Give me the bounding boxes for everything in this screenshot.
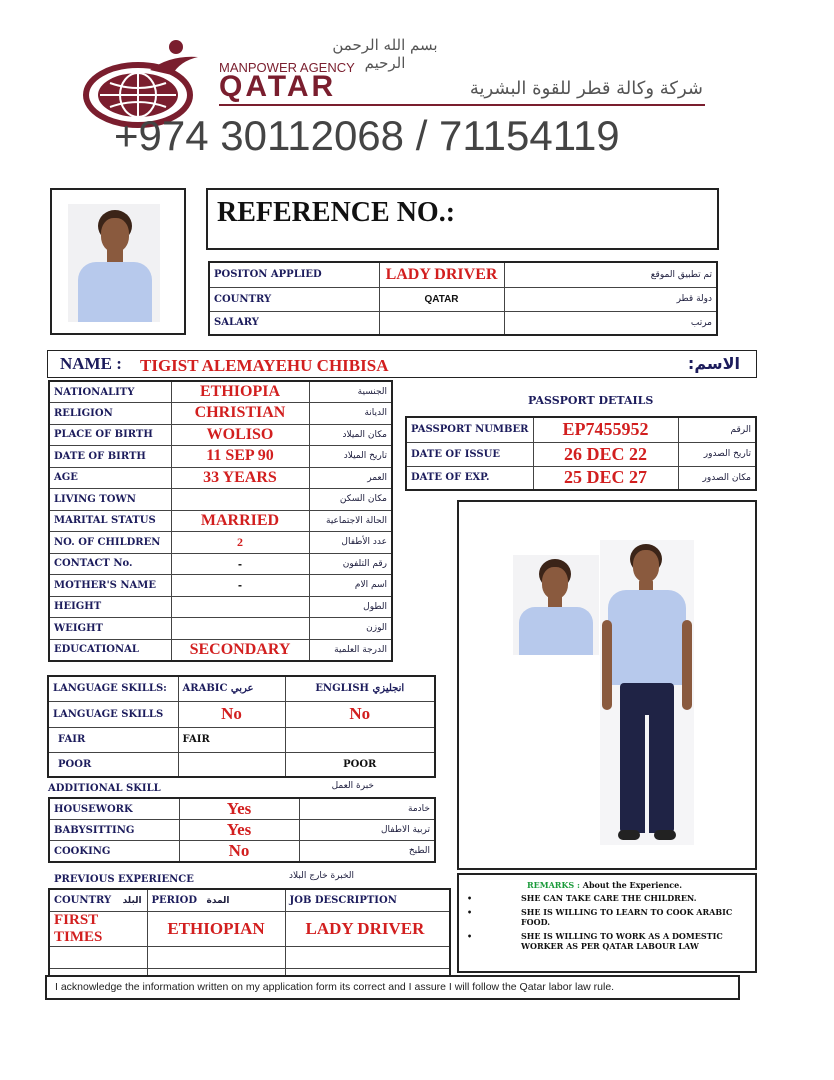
nationality-value: ETHIOPIA — [171, 381, 309, 403]
passport-number-value: EP7455952 — [533, 417, 678, 442]
experience-job-value: LADY DRIVER — [285, 911, 450, 946]
remarks-item: • SHE CAN TAKE CARE THE CHILDREN. — [467, 893, 697, 903]
mother-s-name-value: - — [171, 575, 309, 597]
country-label: COUNTRY — [209, 287, 379, 311]
educational-label: EDUCATIONAL — [49, 639, 171, 661]
date-of-birth-ar: تاريخ الميلاد — [309, 446, 392, 468]
salary-value — [379, 311, 504, 335]
personal-row — [49, 467, 392, 489]
skill-row — [49, 841, 435, 863]
marital-status-label: MARITAL STATUS — [49, 510, 171, 532]
language-english-value: No — [285, 701, 435, 727]
date-of-exp-ar: مكان الصدور — [678, 466, 756, 490]
full-body-photo — [600, 540, 694, 845]
mother-s-name-label: MOTHER'S NAME — [49, 575, 171, 597]
basmala: بسم الله الرحمن الرحيم — [332, 36, 438, 72]
age-ar: العمر — [309, 467, 392, 489]
mother-s-name-ar: اسم الام — [309, 575, 392, 597]
language-arabic-value: No — [178, 701, 285, 727]
salary-ar: مرتب — [504, 311, 717, 335]
experience-header-period-ar: المدة — [206, 895, 230, 906]
experience-header-country-en: COUNTRY — [54, 894, 112, 906]
skill-row — [49, 798, 435, 820]
language-fair-label: FAIR — [48, 727, 178, 752]
name-label: NAME : — [60, 354, 122, 373]
no-of-children-value: 2 — [171, 532, 309, 554]
weight-value — [171, 618, 309, 640]
skill-row — [49, 820, 435, 841]
passport-table — [405, 416, 757, 491]
position-applied-ar: تم تطبيق الموقع — [504, 262, 717, 287]
language-header-english: ENGLISH انجليزي — [285, 676, 435, 701]
nationality-ar: الجنسية — [309, 381, 392, 403]
date-of-issue-value: 26 DEC 22 — [533, 442, 678, 466]
experience-header-period-en: PERIOD — [151, 894, 198, 906]
reference-label: REFERENCE NO.: — [217, 197, 456, 228]
age-label: AGE — [49, 467, 171, 489]
skill-cooking-value: No — [179, 841, 299, 863]
portrait-photo — [68, 204, 160, 322]
date-of-birth-value: 11 SEP 90 — [171, 446, 309, 468]
name-value: TIGIST ALEMAYEHU CHIBISA — [140, 356, 389, 375]
language-table — [47, 675, 436, 778]
age-value: 33 YEARS — [171, 467, 309, 489]
acknowledgement-text: I acknowledge the information written on my application form its correct and I assure I will follow the Qatar labor law rule. — [55, 981, 615, 993]
date-of-exp-value: 25 DEC 27 — [533, 466, 678, 490]
religion-value: CHRISTIAN — [171, 403, 309, 425]
remarks-item: • SHE IS WILLING TO LEARN TO COOK ARABIC FOOD. — [467, 907, 733, 927]
remarks-item: • SHE IS WILLING TO WORK AS A DOMESTIC WORKER AS PER QATAR LABOUR LAW — [467, 931, 723, 951]
country-ar: دولة قطر — [504, 287, 717, 311]
personal-row — [49, 446, 392, 468]
skill-housework-ar: خادمة — [299, 798, 435, 820]
no-of-children-label: NO. OF CHILDREN — [49, 532, 171, 554]
remarks-title: REMARKS : — [527, 880, 580, 890]
date-of-issue-ar: تاريخ الصدور — [678, 442, 756, 466]
country-value: QATAR — [379, 287, 504, 311]
position-applied-label: POSITON APPLIED — [209, 262, 379, 287]
language-skills-label: LANGUAGE SKILLS — [48, 701, 178, 727]
language-header-label: LANGUAGE SKILLS: — [48, 676, 178, 701]
no-of-children-ar: عدد الأطفال — [309, 532, 392, 554]
personal-row — [49, 553, 392, 575]
position-applied-value: LADY DRIVER — [379, 262, 504, 287]
place-of-birth-ar: مكان الميلاد — [309, 424, 392, 446]
experience-country-value: FIRST TIMES — [49, 911, 147, 946]
weight-ar: الوزن — [309, 618, 392, 640]
experience-empty-cell — [285, 946, 450, 968]
contact-no-label: CONTACT No. — [49, 553, 171, 575]
personal-row — [49, 510, 392, 532]
living-town-label: LIVING TOWN — [49, 489, 171, 511]
personal-row — [49, 403, 392, 425]
previous-experience-title: PREVIOUS EXPERIENCE — [54, 874, 194, 885]
religion-ar: الديانة — [309, 403, 392, 425]
language-header-arabic: ARABIC عربي — [178, 676, 285, 701]
place-of-birth-label: PLACE OF BIRTH — [49, 424, 171, 446]
date-of-issue-label: DATE OF ISSUE — [406, 442, 533, 466]
phone-number: +974 30112068 / 71154119 — [114, 112, 620, 159]
height-ar: الطول — [309, 596, 392, 618]
passport-title: PASSPORT DETAILS — [528, 394, 654, 407]
date-of-exp-label: DATE OF EXP. — [406, 466, 533, 490]
salary-label: SALARY — [209, 311, 379, 335]
religion-label: RELIGION — [49, 403, 171, 425]
language-poor-label: POOR — [48, 752, 178, 777]
language-fair-arabic: FAIR — [178, 727, 285, 752]
personal-details-table — [48, 380, 393, 662]
marital-status-ar: الحالة الاجتماعية — [309, 510, 392, 532]
remarks-list — [466, 893, 751, 951]
passport-number-label: PASSPORT NUMBER — [406, 417, 533, 442]
agency-name-arabic: شركة وكالة قطر للقوة البشرية — [469, 78, 703, 99]
personal-row — [49, 489, 392, 511]
passport-number-ar: الرقم — [678, 417, 756, 442]
personal-row — [49, 639, 392, 661]
small-portrait-photo — [513, 555, 599, 655]
language-poor-arabic — [178, 752, 285, 777]
experience-header-period — [147, 889, 285, 911]
personal-row — [49, 618, 392, 640]
experience-empty-cell — [147, 946, 285, 968]
skill-cooking-ar: الطبخ — [299, 841, 435, 863]
position-table — [208, 261, 718, 336]
language-poor-english: POOR — [285, 752, 435, 777]
remarks-subtitle: About the Experience. — [582, 880, 683, 890]
height-value — [171, 596, 309, 618]
marital-status-value: MARRIED — [171, 510, 309, 532]
remarks-heading — [527, 880, 682, 890]
contact-no-value: - — [171, 553, 309, 575]
skill-babysitting-ar: تربية الاطفال — [299, 820, 435, 841]
living-town-ar: مكان السكن — [309, 489, 392, 511]
experience-header-job: JOB DESCRIPTION — [285, 889, 450, 911]
previous-experience-title-ar: الخبرة خارج البلاد — [289, 871, 354, 881]
personal-row — [49, 532, 392, 554]
personal-row — [49, 596, 392, 618]
skill-housework-label: HOUSEWORK — [49, 798, 179, 820]
skill-babysitting-value: Yes — [179, 820, 299, 841]
skill-housework-value: Yes — [179, 798, 299, 820]
experience-header-country — [49, 889, 147, 911]
experience-header-country-ar: البلد — [122, 895, 142, 906]
weight-label: WEIGHT — [49, 618, 171, 640]
skill-cooking-label: COOKING — [49, 841, 179, 863]
agency-name-small: MANPOWER AGENCY — [219, 60, 355, 75]
personal-row — [49, 575, 392, 597]
educational-ar: الدرجة العلمية — [309, 639, 392, 661]
experience-period-value: ETHIOPIAN — [147, 911, 285, 946]
agency-name-big: QATAR — [219, 70, 337, 103]
language-fair-english — [285, 727, 435, 752]
additional-skill-table — [48, 797, 436, 863]
height-label: HEIGHT — [49, 596, 171, 618]
experience-empty-cell — [49, 946, 147, 968]
personal-row — [49, 424, 392, 446]
place-of-birth-value: WOLISO — [171, 424, 309, 446]
skill-babysitting-label: BABYSITTING — [49, 820, 179, 841]
nationality-label: NATIONALITY — [49, 381, 171, 403]
living-town-value — [171, 489, 309, 511]
personal-row — [49, 381, 392, 403]
header-rule — [219, 104, 705, 106]
date-of-birth-label: DATE OF BIRTH — [49, 446, 171, 468]
additional-skill-title: ADDITIONAL SKILL — [48, 783, 161, 794]
additional-skill-title-ar: خبرة العمل — [331, 781, 374, 791]
contact-no-ar: رقم التلفون — [309, 553, 392, 575]
educational-value: SECONDARY — [171, 639, 309, 661]
name-arabic: الاسم: — [687, 354, 740, 373]
